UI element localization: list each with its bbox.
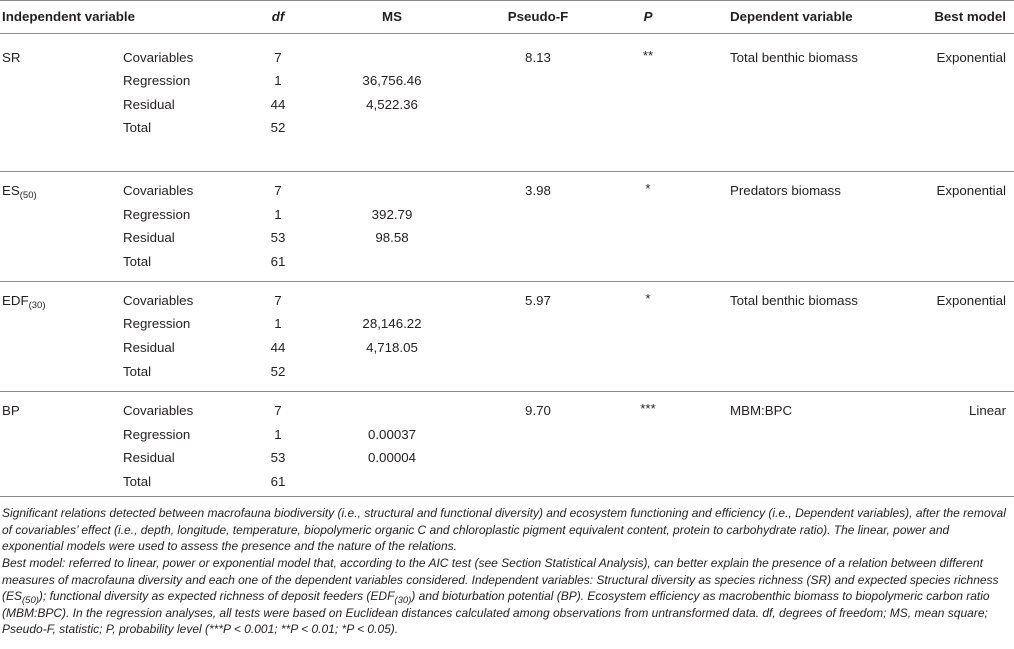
ms-value: 392.79 — [371, 207, 413, 222]
ms-value: 28,146.22 — [362, 316, 422, 331]
ms-value: 4,522.36 — [366, 97, 418, 112]
group-separator — [0, 281, 1014, 282]
df-value: 1 — [274, 73, 282, 88]
table-bottom-rule — [0, 496, 1014, 497]
dependent-variable: MBM:BPC — [730, 403, 793, 418]
best-model: Exponential — [936, 183, 1006, 198]
best-model: Exponential — [936, 50, 1006, 65]
ms-value: 4,718.05 — [366, 340, 418, 355]
dependent-variable: Predators biomass — [730, 183, 841, 198]
term-label: Regression — [123, 427, 191, 442]
header-best-model: Best model — [934, 9, 1006, 24]
df-value: 53 — [270, 230, 286, 245]
p-significance: * — [645, 291, 651, 306]
group-separator — [0, 391, 1014, 392]
df-value: 1 — [274, 316, 282, 331]
group-separator — [0, 171, 1014, 172]
pseudo-f-value: 9.70 — [525, 403, 551, 418]
independent-variable-label: $EDF_{(30)}$ — [2, 293, 46, 311]
term-label: Total — [123, 254, 152, 269]
header-pseudo-f: Pseudo-F — [507, 9, 569, 24]
ms-value: 36,756.46 — [362, 73, 422, 88]
df-value: 53 — [270, 450, 286, 465]
term-label: Residual — [123, 97, 175, 112]
term-label: Total — [123, 120, 152, 135]
term-label: Residual — [123, 450, 175, 465]
header-dependent-variable: Dependent variable — [730, 9, 853, 24]
term-label: Covariables — [123, 183, 194, 198]
header-independent-variable: Independent variable — [2, 9, 136, 24]
term-label: Regression — [123, 316, 191, 331]
ms-value: 0.00004 — [367, 450, 417, 465]
pseudo-f-value: 8.13 — [525, 50, 551, 65]
df-value: 7 — [274, 403, 282, 418]
term-label: Covariables — [123, 403, 194, 418]
df-value: 7 — [274, 50, 282, 65]
pseudo-f-value: 5.97 — [525, 293, 551, 308]
pseudo-f-value: 3.98 — [525, 183, 551, 198]
best-model: Linear — [969, 403, 1006, 418]
header-rule — [0, 33, 1014, 34]
df-value: 7 — [274, 293, 282, 308]
df-value: 44 — [270, 97, 286, 112]
ms-value: 98.58 — [375, 230, 409, 245]
dependent-variable: Total benthic biomass — [730, 293, 858, 308]
table-top-rule — [0, 0, 1014, 1]
term-label: Regression — [123, 207, 191, 222]
independent-variable-label: $ES_{(50)}$ — [2, 183, 37, 201]
df-value: 52 — [270, 120, 286, 135]
df-value: 61 — [270, 474, 286, 489]
df-value: 61 — [270, 254, 286, 269]
independent-variable-label: SR — [2, 50, 21, 65]
term-label: Regression — [123, 73, 191, 88]
df-value: 7 — [274, 183, 282, 198]
df-value: 44 — [270, 340, 286, 355]
ms-value: 0.00037 — [367, 427, 417, 442]
df-value: 1 — [274, 427, 282, 442]
footnote-paragraph-2: Best model: referred to linear, power or exponential model that, according to the AIC test (see Section Statistical Analysis), can better explain the presence of a relation between different measures of macrofauna diversity and each one of the dependent variables considered. Independent variables: Structural diversity as species richness (SR) and expected species richness $(ES_{(50)})$; functional diversity as expected richness of deposit feeders $(EDF_{(30)})$ and bioturbation potential (BP). Ecosystem efficiency as macrobenthic biomass to biopolymeric carbon ratio (MBM:BPC). In the regression analyses, all tests were based on Euclidean distances calculated among observations from untransformed data. df, degrees of freedom; MS, mean square; Pseudo-F, statistic; P, probability level (***P < 0.001; **P < 0.01; *P < 0.05). — [2, 556, 999, 636]
header-ms: MS — [382, 9, 402, 24]
term-label: Residual — [123, 340, 175, 355]
p-significance: ** — [642, 48, 654, 63]
term-label: Total — [123, 364, 152, 379]
term-label: Total — [123, 474, 152, 489]
term-label: Residual — [123, 230, 175, 245]
header-p: P — [643, 9, 653, 24]
footnote-paragraph-1: Significant relations detected between macrofauna biodiversity (i.e., structural and functional diversity) and ecosystem functioning and efficiency (i.e., Dependent variables), after the removal of covariables’ effect (i.e., depth, longitude, temperature, biopolymeric organic C and chloroplastic pigment equivalent content, protein to carbohydrate ratio). The linear, power and exponential models were used to assess the presence and the nature of the relations. — [2, 506, 1006, 553]
header-df: df — [271, 9, 285, 24]
p-significance: *** — [640, 401, 656, 416]
df-value: 1 — [274, 207, 282, 222]
dependent-variable: Total benthic biomass — [730, 50, 858, 65]
best-model: Exponential — [936, 293, 1006, 308]
p-significance: * — [645, 181, 651, 196]
term-label: Covariables — [123, 50, 194, 65]
term-label: Covariables — [123, 293, 194, 308]
independent-variable-label: BP — [2, 403, 20, 418]
df-value: 52 — [270, 364, 286, 379]
